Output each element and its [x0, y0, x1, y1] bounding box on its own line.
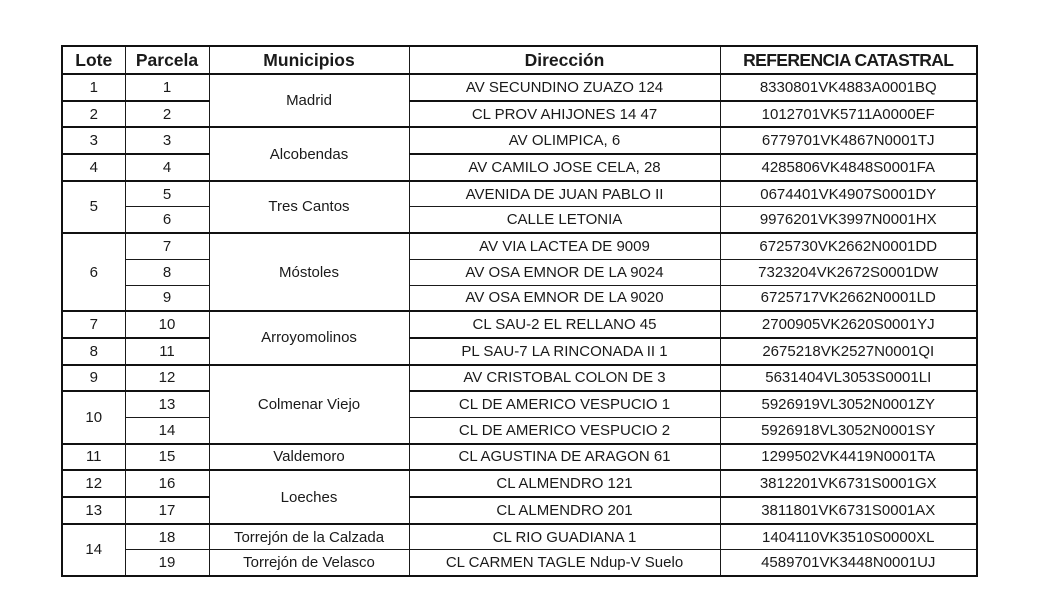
lote-cell: 5 — [62, 181, 125, 233]
direccion-cell: CL RIO GUADIANA 1 — [409, 524, 720, 550]
table-row — [62, 207, 977, 233]
referencia-cell: 1299502VK4419N0001TA — [720, 444, 977, 471]
lote-cell: 6 — [62, 233, 125, 311]
direccion-cell: CL DE AMERICO VESPUCIO 1 — [409, 391, 720, 417]
parcela-cell: 5 — [125, 181, 209, 207]
header-direccion: Dirección — [409, 46, 720, 74]
municipio-cell: Móstoles — [209, 233, 409, 311]
referencia-cell: 1012701VK5711A0000EF — [720, 101, 977, 128]
referencia-cell: 8330801VK4883A0001BQ — [720, 74, 977, 101]
parcela-cell: 9 — [125, 285, 209, 311]
parcela-cell: 3 — [125, 127, 209, 154]
parcela-cell: 10 — [125, 311, 209, 338]
direccion-cell: AV OSA EMNOR DE LA 9024 — [409, 259, 720, 285]
parcela-cell: 2 — [125, 101, 209, 128]
header-lote: Lote — [62, 46, 125, 74]
referencia-cell: 3811801VK6731S0001AX — [720, 497, 977, 524]
parcela-cell: 12 — [125, 365, 209, 392]
lote-cell: 11 — [62, 444, 125, 471]
table-row — [62, 550, 977, 576]
municipio-cell: Tres Cantos — [209, 181, 409, 233]
table-row — [62, 154, 977, 181]
referencia-cell: 6725717VK2662N0001LD — [720, 285, 977, 311]
municipio-cell: Alcobendas — [209, 127, 409, 180]
parcela-cell: 11 — [125, 338, 209, 365]
direccion-cell: PL SAU-7 LA RINCONADA II 1 — [409, 338, 720, 365]
lote-cell: 10 — [62, 391, 125, 443]
direccion-cell: CL ALMENDRO 121 — [409, 470, 720, 497]
referencia-cell: 5926919VL3052N0001ZY — [720, 391, 977, 417]
table-row — [62, 444, 977, 471]
municipio-cell: Loeches — [209, 470, 409, 523]
parcela-cell: 1 — [125, 74, 209, 101]
header-referencia: REFERENCIA CATASTRAL — [720, 46, 977, 74]
referencia-cell: 7323204VK2672S0001DW — [720, 259, 977, 285]
referencia-cell: 5631404VL3053S0001LI — [720, 365, 977, 392]
direccion-cell: AV OLIMPICA, 6 — [409, 127, 720, 154]
table-row — [62, 524, 977, 550]
table-row — [62, 181, 977, 207]
parcela-cell: 8 — [125, 259, 209, 285]
table-row — [62, 417, 977, 443]
referencia-cell: 3812201VK6731S0001GX — [720, 470, 977, 497]
municipio-cell: Arroyomolinos — [209, 311, 409, 364]
referencia-cell: 6725730VK2662N0001DD — [720, 233, 977, 259]
direccion-cell: CL AGUSTINA DE ARAGON 61 — [409, 444, 720, 471]
referencia-cell: 6779701VK4867N0001TJ — [720, 127, 977, 154]
cadastral-table — [61, 45, 978, 577]
lote-cell: 8 — [62, 338, 125, 365]
table-row — [62, 311, 977, 338]
referencia-cell: 1404110VK3510S0000XL — [720, 524, 977, 550]
referencia-cell: 9976201VK3997N0001HX — [720, 207, 977, 233]
direccion-cell: AV CAMILO JOSE CELA, 28 — [409, 154, 720, 181]
table-row — [62, 365, 977, 392]
parcela-cell: 6 — [125, 207, 209, 233]
direccion-cell: CL DE AMERICO VESPUCIO 2 — [409, 417, 720, 443]
lote-cell: 13 — [62, 497, 125, 524]
header-municipio: Municipios — [209, 46, 409, 74]
table-row — [62, 338, 977, 365]
parcela-cell: 17 — [125, 497, 209, 524]
table-row — [62, 470, 977, 497]
cut-off-text-line — [0, 598, 1043, 612]
referencia-cell: 2675218VK2527N0001QI — [720, 338, 977, 365]
lote-cell: 3 — [62, 127, 125, 154]
municipio-cell: Torrejón de Velasco — [209, 550, 409, 576]
parcela-cell: 7 — [125, 233, 209, 259]
municipio-cell: Torrejón de la Calzada — [209, 524, 409, 550]
direccion-cell: AVENIDA DE JUAN PABLO II — [409, 181, 720, 207]
direccion-cell: CL CARMEN TAGLE Ndup-V Suelo — [409, 550, 720, 576]
lote-cell: 7 — [62, 311, 125, 338]
referencia-cell: 5926918VL3052N0001SY — [720, 417, 977, 443]
table-row — [62, 391, 977, 417]
direccion-cell: AV VIA LACTEA DE 9009 — [409, 233, 720, 259]
lote-cell: 4 — [62, 154, 125, 181]
referencia-cell: 4285806VK4848S0001FA — [720, 154, 977, 181]
parcela-cell: 13 — [125, 391, 209, 417]
referencia-cell: 0674401VK4907S0001DY — [720, 181, 977, 207]
table-body — [62, 74, 977, 576]
lote-cell: 14 — [62, 524, 125, 576]
table-row — [62, 285, 977, 311]
parcela-cell: 4 — [125, 154, 209, 181]
municipio-cell: Colmenar Viejo — [209, 365, 409, 444]
direccion-cell: AV OSA EMNOR DE LA 9020 — [409, 285, 720, 311]
table-row — [62, 497, 977, 524]
table-row — [62, 233, 977, 259]
direccion-cell: CALLE LETONIA — [409, 207, 720, 233]
parcela-cell: 15 — [125, 444, 209, 471]
parcela-cell: 19 — [125, 550, 209, 576]
referencia-cell: 2700905VK2620S0001YJ — [720, 311, 977, 338]
municipio-cell: Valdemoro — [209, 444, 409, 471]
direccion-cell: CL ALMENDRO 201 — [409, 497, 720, 524]
lote-cell: 9 — [62, 365, 125, 392]
direccion-cell: CL SAU-2 EL RELLANO 45 — [409, 311, 720, 338]
direccion-cell: AV SECUNDINO ZUAZO 124 — [409, 74, 720, 101]
municipio-cell: Madrid — [209, 74, 409, 127]
parcela-cell: 14 — [125, 417, 209, 443]
lote-cell: 2 — [62, 101, 125, 128]
table-row — [62, 101, 977, 128]
referencia-cell: 4589701VK3448N0001UJ — [720, 550, 977, 576]
header-row — [62, 46, 977, 74]
direccion-cell: AV CRISTOBAL COLON DE 3 — [409, 365, 720, 392]
direccion-cell: CL PROV AHIJONES 14 47 — [409, 101, 720, 128]
header-parcela: Parcela — [125, 46, 209, 74]
table-row — [62, 127, 977, 154]
parcela-cell: 18 — [125, 524, 209, 550]
table-row — [62, 259, 977, 285]
parcela-cell: 16 — [125, 470, 209, 497]
table-row — [62, 74, 977, 101]
lote-cell: 12 — [62, 470, 125, 497]
lote-cell: 1 — [62, 74, 125, 101]
